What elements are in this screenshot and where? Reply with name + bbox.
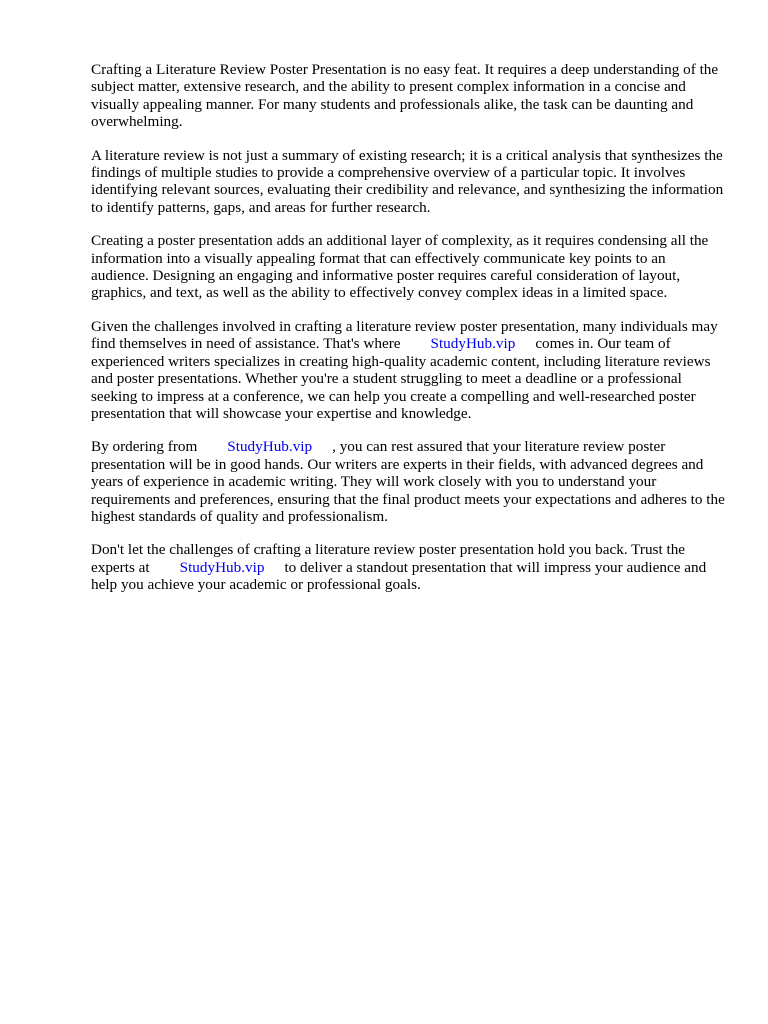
document-body: [91, 61, 727, 610]
studyhub-link-1[interactable]: StudyHub.vip: [430, 335, 516, 353]
paragraph-intro: Crafting a Literature Review Poster Presentation is no easy feat. It requires a deep understanding of the subject matter, extensive research, and the ability to present complex information in a concise and visually appealing manner. For many students and professionals alike, the task can be daunting and overwhelming.: [91, 61, 719, 131]
paragraph-assistance-text-start: Given the challenges involved in crafting a literature review poster presentation, many individuals may find themselves in need of assistance. That's where: [91, 317, 718, 353]
studyhub-link-2[interactable]: StudyHub.vip: [227, 438, 313, 456]
paragraph-assistance: [91, 318, 727, 422]
paragraph-closing: [91, 541, 727, 593]
paragraph-poster-presentation: Creating a poster presentation adds an additional layer of complexity, as it requires condensing all the information into a visually appealing format that can effectively communicate key points to an audience. Designing an engaging and informative poster requires careful consideration of layout, graphics, and text, as well as the ability to effectively convey complex ideas in a limited space.: [91, 232, 709, 302]
paragraph-closing-text-end: to deliver a standout presentation that will impress your audience and help you achieve your academic or professional goals.: [91, 558, 707, 594]
studyhub-link-3[interactable]: StudyHub.vip: [179, 558, 265, 576]
paragraph-ordering: [91, 438, 727, 525]
paragraph-ordering-text-start: By ordering from: [91, 438, 198, 456]
paragraph-assistance-text-end: comes in. Our team of experienced writers specializes in creating high-quality academic content, including literature reviews and poster presentations. Whether you're a student struggling to meet a deadline or a professional seeking to impress at a conference, we can help you create a compelling and well-researched poster presentation that will showcase your expertise and knowledge.: [91, 335, 711, 422]
paragraph-literature-review: A literature review is not just a summary of existing research; it is a critical analysis that synthesizes the findings of multiple studies to provide a comprehensive overview of a particular topic. It involves identifying relevant sources, evaluating their credibility and relevance, and synthesizing the information to identify patterns, gaps, and areas for further research.: [91, 146, 724, 216]
paragraph-closing-text-start: Don't let the challenges of crafting a literature review poster presentation hold you back. Trust the experts at: [91, 541, 686, 576]
paragraph-ordering-text-end: , you can rest assured that your literature review poster presentation will be in good hands. Our writers are experts in their fields, with advanced degrees and years of experience in academic writing. They will work closely with you to understand your requirements and preferences, ensuring that the final product meets your expectations and adheres to the highest standards of quality and professionalism.: [91, 438, 725, 525]
